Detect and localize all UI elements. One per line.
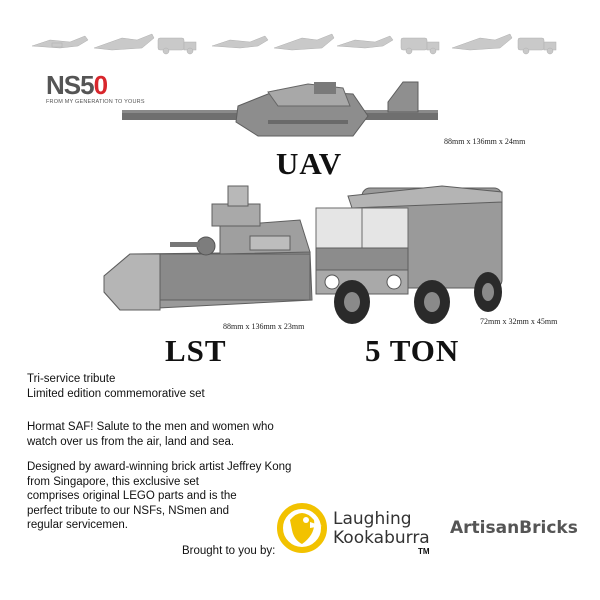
vehicle-banner bbox=[30, 30, 575, 56]
salute-line-2: watch over us from the air, land and sea. bbox=[27, 435, 235, 448]
lst-label: LST bbox=[165, 333, 227, 368]
uav-label: UAV bbox=[276, 146, 343, 181]
intro-line-2: Limited edition commemorative set bbox=[27, 387, 205, 400]
trademark-mark: TM bbox=[418, 547, 430, 556]
five-ton-model-image bbox=[312, 178, 512, 330]
designer-line-4: perfect tribute to our NSFs, NSmen and bbox=[27, 504, 229, 517]
intro-text bbox=[27, 372, 205, 401]
lst-dimensions: 88mm x 136mm x 23mm bbox=[223, 322, 305, 331]
intro-line-1: Tri-service tribute bbox=[27, 373, 116, 385]
laughing-kookaburra-logo bbox=[333, 510, 430, 548]
ns50-zero-mark: 0 bbox=[93, 70, 108, 100]
designer-paragraph bbox=[27, 460, 291, 533]
salute-line-1: Hormat SAF! Salute to the men and women who bbox=[27, 421, 274, 433]
kookaburra-icon bbox=[276, 500, 328, 556]
salute-paragraph bbox=[27, 420, 274, 449]
five-ton-label: 5 TON bbox=[365, 333, 460, 368]
designer-line-1: Designed by award-winning brick artist Jeffrey Kong bbox=[27, 461, 292, 473]
designer-line-3: comprises original LEGO parts and is the bbox=[27, 490, 237, 502]
uav-model-image bbox=[118, 76, 443, 146]
designer-line-2: from Singapore, this exclusive set bbox=[27, 475, 199, 488]
kookaburra-line-2: Kookaburra bbox=[333, 528, 430, 548]
uav-dimensions: 88mm x 136mm x 24mm bbox=[444, 137, 526, 146]
five-ton-dimensions: 72mm x 32mm x 45mm bbox=[480, 317, 558, 326]
kookaburra-line-1: Laughing bbox=[333, 509, 412, 529]
lst-model-image bbox=[100, 180, 320, 324]
ns50-logo-text: NS5 bbox=[46, 70, 94, 100]
designer-line-5: regular servicemen. bbox=[27, 519, 128, 531]
artisanbricks-logo: ArtisanBricks bbox=[450, 518, 578, 538]
ns50-tagline: FROM MY GENERATION TO YOURS bbox=[46, 99, 145, 105]
brought-to-you-by: Brought to you by: bbox=[182, 545, 276, 557]
